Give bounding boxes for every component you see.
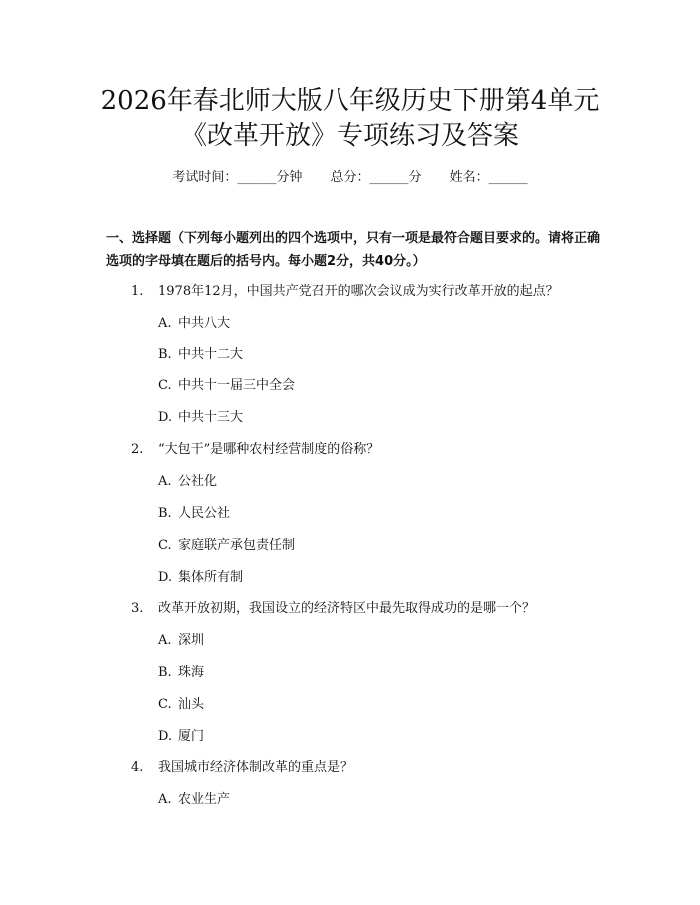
student-name-label: 姓名：______ (449, 170, 528, 185)
option-letter: A. (158, 792, 172, 807)
option-text: 厦门 (178, 729, 205, 744)
option-letter: D. (158, 410, 173, 425)
question-3 (131, 599, 535, 619)
question-text: 1978年12月，中国共产党召开的哪次会议成为实行改革开放的起点？ (158, 284, 559, 299)
option-text: 中共八大 (178, 316, 231, 331)
option-letter: C. (158, 378, 172, 393)
exam-time-label: 考试时间：______分钟 (172, 170, 303, 185)
option-text: 农业生产 (178, 792, 231, 807)
question-3-option-b (158, 663, 204, 683)
question-text: 改革开放初期，我国设立的经济特区中最先取得成功的是哪一个？ (158, 601, 536, 616)
question-4-option-a (158, 790, 230, 810)
option-text: 家庭联产承包责任制 (178, 538, 296, 553)
question-number: 1. (131, 284, 144, 299)
option-text: 深圳 (178, 633, 205, 648)
option-letter: A. (158, 316, 172, 331)
question-text: 我国城市经济体制改革的重点是？ (158, 760, 354, 775)
document-title-line-1: 2026年春北师大版八年级历史下册第4单元 (100, 86, 600, 116)
option-letter: D. (158, 729, 173, 744)
question-number: 4. (131, 760, 144, 775)
option-text: 中共十三大 (178, 410, 244, 425)
option-text: 珠海 (178, 665, 205, 680)
question-3-option-c (158, 695, 204, 715)
option-text: 人民公社 (178, 506, 231, 521)
question-1-option-a (158, 314, 230, 334)
question-1-option-b (158, 345, 243, 365)
option-letter: D. (158, 570, 173, 585)
question-2-option-c (158, 536, 295, 556)
option-letter: B. (158, 506, 172, 521)
question-1-option-d (158, 408, 243, 428)
total-score-label: 总分：______分 (330, 170, 422, 185)
option-letter: C. (158, 538, 172, 553)
question-text: “大包干”是哪种农村经营制度的俗称？ (158, 442, 380, 457)
option-text: 中共十二大 (178, 347, 244, 362)
option-text: 汕头 (178, 697, 205, 712)
question-2 (131, 440, 379, 460)
question-4 (131, 758, 353, 778)
question-2-option-b (158, 504, 230, 524)
option-text: 中共十一届三中全会 (178, 378, 296, 393)
question-2-option-d (158, 568, 243, 588)
option-letter: B. (158, 347, 172, 362)
document-title-line-2: 《改革开放》专项练习及答案 (180, 121, 519, 151)
option-letter: B. (158, 665, 172, 680)
option-letter: A. (158, 474, 172, 489)
question-2-option-a (158, 472, 217, 492)
question-1-option-c (158, 376, 295, 396)
question-1 (131, 282, 559, 302)
question-number: 2. (131, 442, 144, 457)
question-3-option-a (158, 631, 204, 651)
option-text: 公社化 (178, 474, 218, 489)
option-letter: A. (158, 633, 172, 648)
exam-info (0, 168, 700, 188)
question-number: 3. (131, 601, 144, 616)
section-heading: 一、选择题（下列每小题列出的四个选项中，只有一项是最符合题目要求的。请将正确选项的字母填在题后的括号内。每小题2分，共40分。） (106, 231, 601, 269)
option-letter: C. (158, 697, 172, 712)
question-3-option-d (158, 727, 204, 747)
option-text: 集体所有制 (178, 570, 244, 585)
